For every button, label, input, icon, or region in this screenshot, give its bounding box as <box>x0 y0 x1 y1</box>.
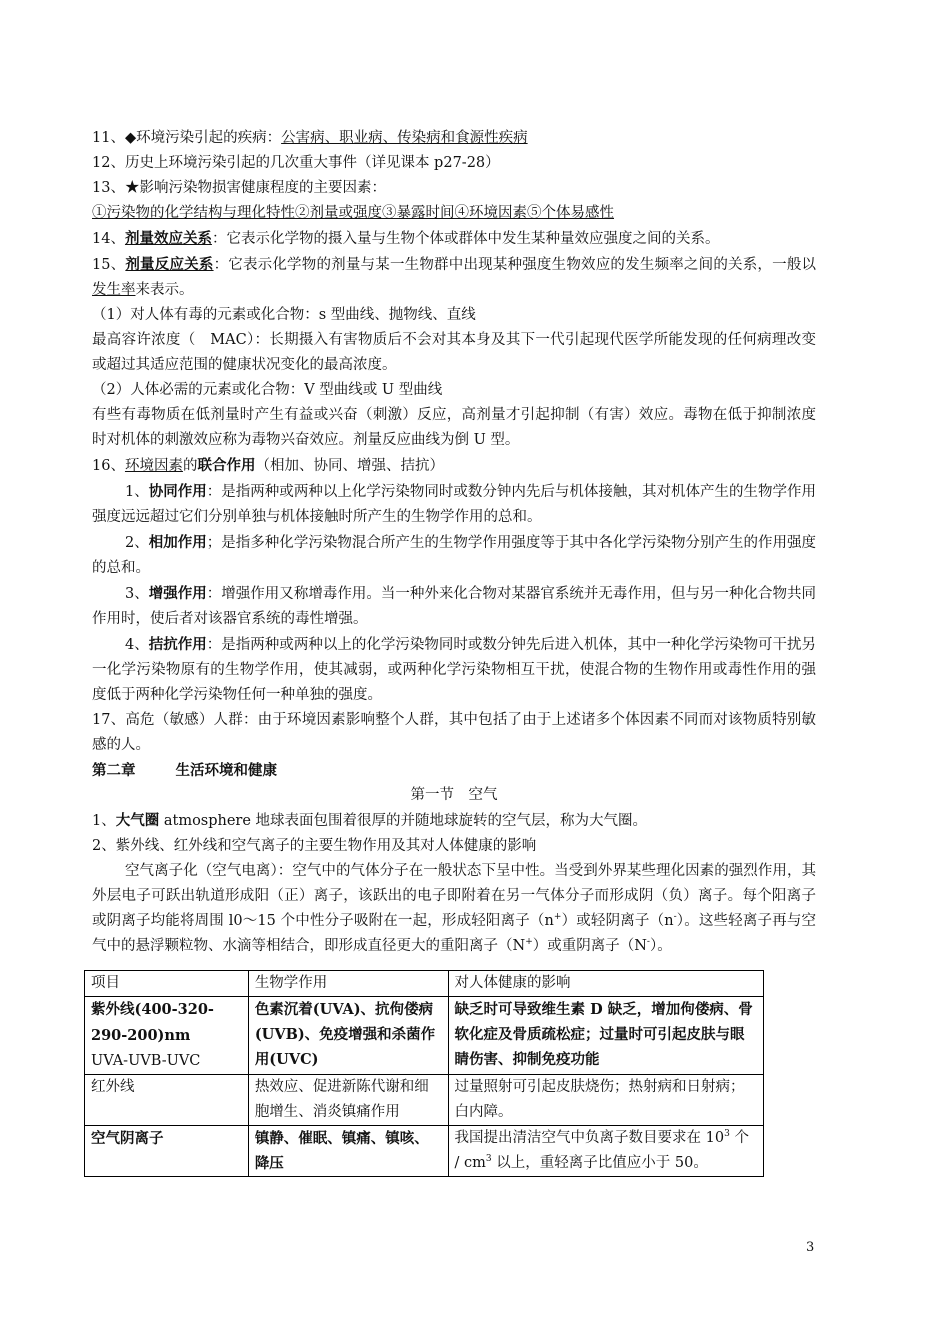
term-atmosphere: 大气圈 <box>115 812 160 829</box>
row-effect: 热效应、促进新陈代谢和细胞增生、消炎镇痛作用 <box>248 1075 448 1126</box>
chapter-heading: 第二章 生活环境和健康 <box>92 762 277 779</box>
page-number: 3 <box>806 1240 815 1255</box>
row-health: 我国提出清洁空气中负离子数目要求在 $10^3$ 个 / $cm^3$ 以上，重轻离子比值应小于 50。 <box>448 1126 763 1177</box>
item-13-factors: ①污染物的化学结构与理化特性②剂量或强度③暴露时间④环境因素⑤个体易感性 <box>92 205 614 221</box>
item-13-title: 13、★影响污染物损害健康程度的主要因素： <box>92 180 386 196</box>
joint-item-synergism: 1、协同作用：是指两种或两种以上化学污染物同时或数分钟内先后与机体接触，其对机体产生的生物学作用强度远远超过它们分别单独与机体接触时所产生的生物学作用的总和。 <box>92 483 817 525</box>
term-joint-action: 联合作用 <box>197 457 256 474</box>
joint-item-antagonism: 4、拮抗作用：是指两种或两种以上的化学污染物同时或数分钟先后进入机体，其中一种化学污染物可干扰另一化学污染物原有的生物学作用，使其减弱，或两种化学污染物相互干扰，使混合物的生物作用或毒性作用的强度低于两种化学污染物任何一种单独的强度。 <box>92 636 817 703</box>
term-env-factor: 环境因素 <box>124 458 183 474</box>
page-content <box>92 126 816 959</box>
item-11: 11、◆环境污染引起的疾病：公害病、职业病、传染病和食源性疾病 <box>92 130 528 146</box>
disease-list: 公害病、职业病、传染病和食源性疾病 <box>281 130 528 146</box>
row-effect: 色素沉着(UVA)、抗佝偻病(UVB)、免疫增强和杀菌作用(UVC) <box>248 997 448 1075</box>
row-health: 过量照射可引起皮肤烧伤；热射病和日射病；白内障。 <box>448 1075 763 1126</box>
term-dose-response: 剂量反应关系 <box>125 256 214 273</box>
item-17: 17、高危（敏感）人群：由于环境因素影响整个人群，其中包括了由于上述诸多个体因素不同而对该物质特别敏感的人。 <box>92 712 816 753</box>
item-14: 14、剂量效应关系：它表示化学物的摄入量与生物个体或群体中发生某种量效应强度之间的关系。 <box>92 230 720 247</box>
paragraph-toxic-curve: （1）对人体有毒的元素或化合物：s 型曲线、抛物线、直线 <box>92 307 476 323</box>
table-row <box>85 997 764 1075</box>
paragraph-essential-curve: （2）人体必需的元素或化合物：V 型曲线或 U 型曲线 <box>92 382 443 398</box>
joint-item-potentiation: 3、增强作用：增强作用又称增毒作用。当一种外来化合物对某器官系统并无毒作用，但与另一种化合物共同作用时，使后者对该器官系统的毒性增强。 <box>92 585 817 627</box>
air-item-1: 1、大气圈 atmosphere 地球表面包围着很厚的并随地球旋转的空气层，称为大气圈。 <box>92 812 648 829</box>
row-item: 红外线 <box>85 1075 249 1126</box>
header-effect: 生物学作用 <box>248 971 448 997</box>
paragraph-mac: 最高容许浓度（ MAC）：长期摄入有害物质后不会对其本身及其下一代引起现代医学所能发现的任何病理改变或超过其适应范围的健康状况变化的最高浓度。 <box>92 332 816 373</box>
radiation-ion-table <box>84 970 764 1177</box>
term-incidence: 发生率 <box>92 282 136 298</box>
item-12: 12、历史上环境污染引起的几次重大事件（详见课本 p27-28） <box>92 155 500 171</box>
joint-item-addition: 2、相加作用；是指多种化学污染物混合所产生的生物学作用强度等于其中各化学污染物分别产生的作用强度的总和。 <box>92 534 817 576</box>
table-row <box>85 1075 764 1126</box>
header-health: 对人体健康的影响 <box>448 971 763 997</box>
item-15: 15、剂量反应关系：它表示化学物的剂量与某一生物群中出现某种强度生物效应的发生频率之间的关系，一般以发生率来表示。 <box>92 256 817 298</box>
paragraph-hormesis: 有些有毒物质在低剂量时产生有益或兴奋（刺激）反应，高剂量才引起抑制（有害）效应。毒物在低于抑制浓度时对机体的刺激效应称为毒物兴奋效应。剂量反应曲线为倒 U 型。 <box>92 407 816 448</box>
row-health: 缺乏时可导致维生素 D 缺乏，增加佝偻病、骨软化症及骨质疏松症；过量时可引起皮肤与眼睛伤害、抑制免疫功能 <box>448 997 763 1075</box>
section-heading: 第一节 空气 <box>410 787 498 803</box>
row-item: 紫外线(400-320-290-200)nm UVA-UVB-UVC <box>85 997 249 1075</box>
row-effect: 镇静、催眠、镇痛、镇咳、降压 <box>248 1126 448 1177</box>
table-row <box>85 1126 764 1177</box>
air-item-2: 2、紫外线、红外线和空气离子的主要生物作用及其对人体健康的影响 <box>92 838 537 854</box>
item-16: 16、环境因素的联合作用（相加、协同、增强、拮抗） <box>92 457 444 474</box>
row-item: 空气阴离子 <box>85 1126 249 1177</box>
header-item: 项目 <box>85 971 249 997</box>
table-header-row <box>85 971 764 997</box>
paragraph-ionization: 空气离子化（空气电离）：空气中的气体分子在一般状态下呈中性。当受到外界某些理化因素的强烈作用，其外层电子可跃出轨道形成阳（正）离子，该跃出的电子即附着在另一气体分子而形成阴（负）离子。每个阳离子或阴离子均能将周围 l0～15 个中性分子吸附在一起，形成轻阳离子（n+）或轻阴离子（n-）。这些轻离子再与空气中的悬浮颗粒物、水滴等相结合，即形成直径更大的重阳离子（N+）或重阴离子（N-）。 <box>92 863 816 954</box>
term-dose-effect: 剂量效应关系 <box>124 230 212 247</box>
